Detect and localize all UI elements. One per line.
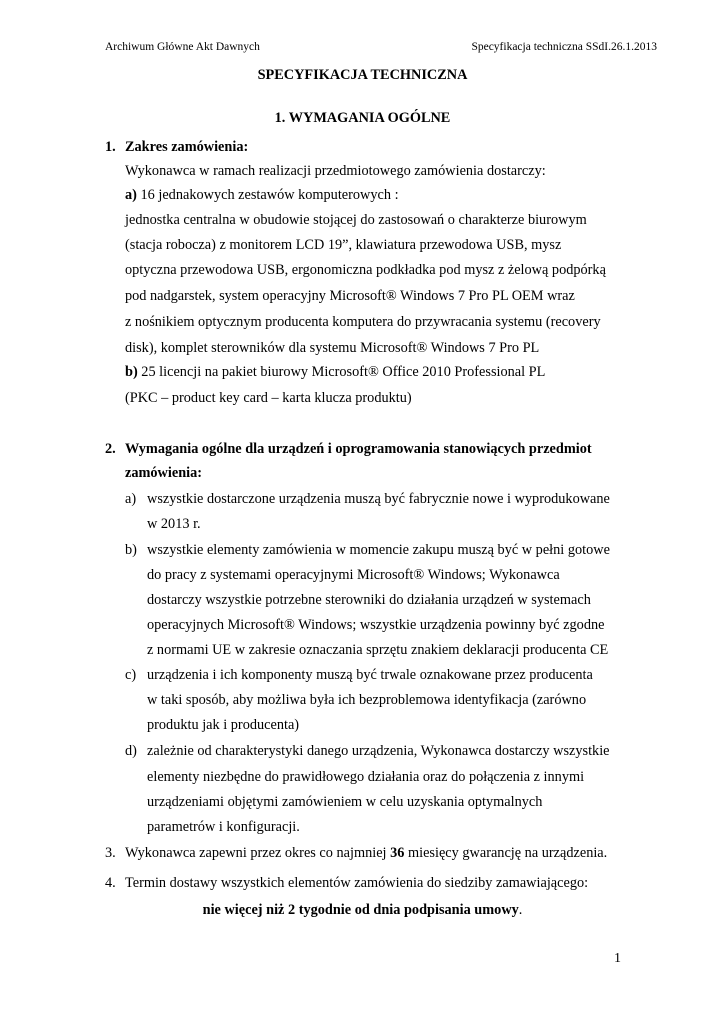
item2-heading: zamówienia: (125, 465, 203, 481)
item2b-line: do pracy z systemami operacyjnymi Microsoft® Windows; Wykonawca (147, 567, 560, 583)
header-left: Archiwum Główne Akt Dawnych (105, 41, 260, 53)
item1-a-desc-line: z nośnikiem optycznym producenta komputera do przywracania systemu (recovery (125, 314, 601, 330)
item1-number: 1. (105, 139, 116, 155)
item4-period: . (518, 902, 523, 918)
item1-a-desc-line: (stacja robocza) z monitorem LCD 19”, klawiatura przewodowa USB, mysz (125, 237, 562, 253)
item2b-label: b) (125, 542, 137, 558)
section-title: 1. WYMAGANIA OGÓLNE (274, 110, 451, 126)
item1-b-line (125, 363, 545, 381)
item1-b-label: b) (125, 364, 138, 380)
item2d-line: zależnie od charakterystyki danego urządzenia, Wykonawca dostarczy wszystkie (147, 743, 610, 759)
item1-a-label: a) (125, 187, 137, 203)
item2d-line: parametrów i konfiguracji. (147, 819, 300, 835)
item2b-line: operacyjnych Microsoft® Windows; wszystkie urządzenia powinny być zgodne (147, 617, 605, 633)
item3-number: 3. (105, 845, 116, 861)
item1-a-desc-line: disk), komplet sterowników dla systemu Microsoft® Windows 7 Pro PL (125, 340, 540, 356)
header-right: Specyfikacja techniczna SSdI.26.1.2013 (471, 41, 657, 53)
item4-text: Termin dostawy wszystkich elementów zamówienia do siedziby zamawiającego: (125, 875, 589, 891)
item2c-line: w taki sposób, aby możliwa była ich bezproblemowa identyfikacja (zarówno (147, 692, 587, 708)
item1-b-desc-line: (PKC – product key card – karta klucza produktu) (125, 390, 412, 406)
item1-heading: Zakres zamówienia: (125, 139, 249, 155)
item1-a-desc-line: optyczna przewodowa USB, ergonomiczna podkładka pod mysz z żelową podpórką (125, 262, 606, 278)
item1-a-desc-line: pod nadgarstek, system operacyjny Microsoft® Windows 7 Pro PL OEM wraz (125, 288, 575, 304)
item2a-line: w 2013 r. (147, 516, 201, 532)
item2c-line: urządzenia i ich komponenty muszą być trwale oznakowane przez producenta (147, 667, 593, 683)
item2d-line: elementy niezbędne do prawidłowego działania oraz do połączenia z innymi (147, 769, 585, 785)
item3-bold: 36 (390, 845, 405, 861)
item4-deadline: nie więcej niż 2 tygodnie od dnia podpisania umowy (202, 902, 519, 918)
item3-text-before: Wykonawca zapewni przez okres co najmniej (125, 845, 391, 861)
item1-b-text: 25 licencji na pakiet biurowy Microsoft® Office 2010 Professional PL (137, 364, 546, 380)
item3-text-after: miesięcy gwarancję na urządzenia. (404, 845, 608, 861)
item2d-label: d) (125, 743, 137, 759)
document-title: SPECYFIKACJA TECHNICZNA (257, 67, 468, 83)
item1-a-text: 16 jednakowych zestawów komputerowych : (136, 187, 399, 203)
item2a-label: a) (125, 491, 137, 507)
item2a-line: wszystkie dostarczone urządzenia muszą być fabrycznie nowe i wyprodukowane (147, 491, 610, 507)
item1-a-desc-line: jednostka centralna w obudowie stojącej do zastosowań o charakterze biurowym (125, 212, 587, 228)
item1-intro: Wykonawca w ramach realizacji przedmiotowego zamówienia dostarczy: (125, 163, 546, 179)
item2b-line: dostarczy wszystkie potrzebne sterowniki do działania urządzeń w systemach (147, 592, 591, 608)
item1-a-line (125, 186, 399, 204)
item2-heading: Wymagania ogólne dla urządzeń i oprogramowania stanowiących przedmiot (125, 441, 592, 457)
item2b-line: z normami UE w zakresie oznaczania sprzętu znakiem deklaracji producenta CE (147, 642, 609, 658)
item2d-line: urządzeniami objętymi zamówieniem w celu uzyskania optymalnych (147, 794, 543, 810)
item2-number: 2. (105, 441, 116, 457)
item4-deadline-line (0, 901, 725, 919)
item3-line (125, 844, 607, 862)
item4-number: 4. (105, 875, 116, 891)
item2c-line: produktu jak i producenta) (147, 717, 300, 733)
page-number: 1 (614, 951, 621, 966)
item2c-label: c) (125, 667, 137, 683)
item2b-line: wszystkie elementy zamówienia w momencie zakupu muszą być w pełni gotowe (147, 542, 610, 558)
